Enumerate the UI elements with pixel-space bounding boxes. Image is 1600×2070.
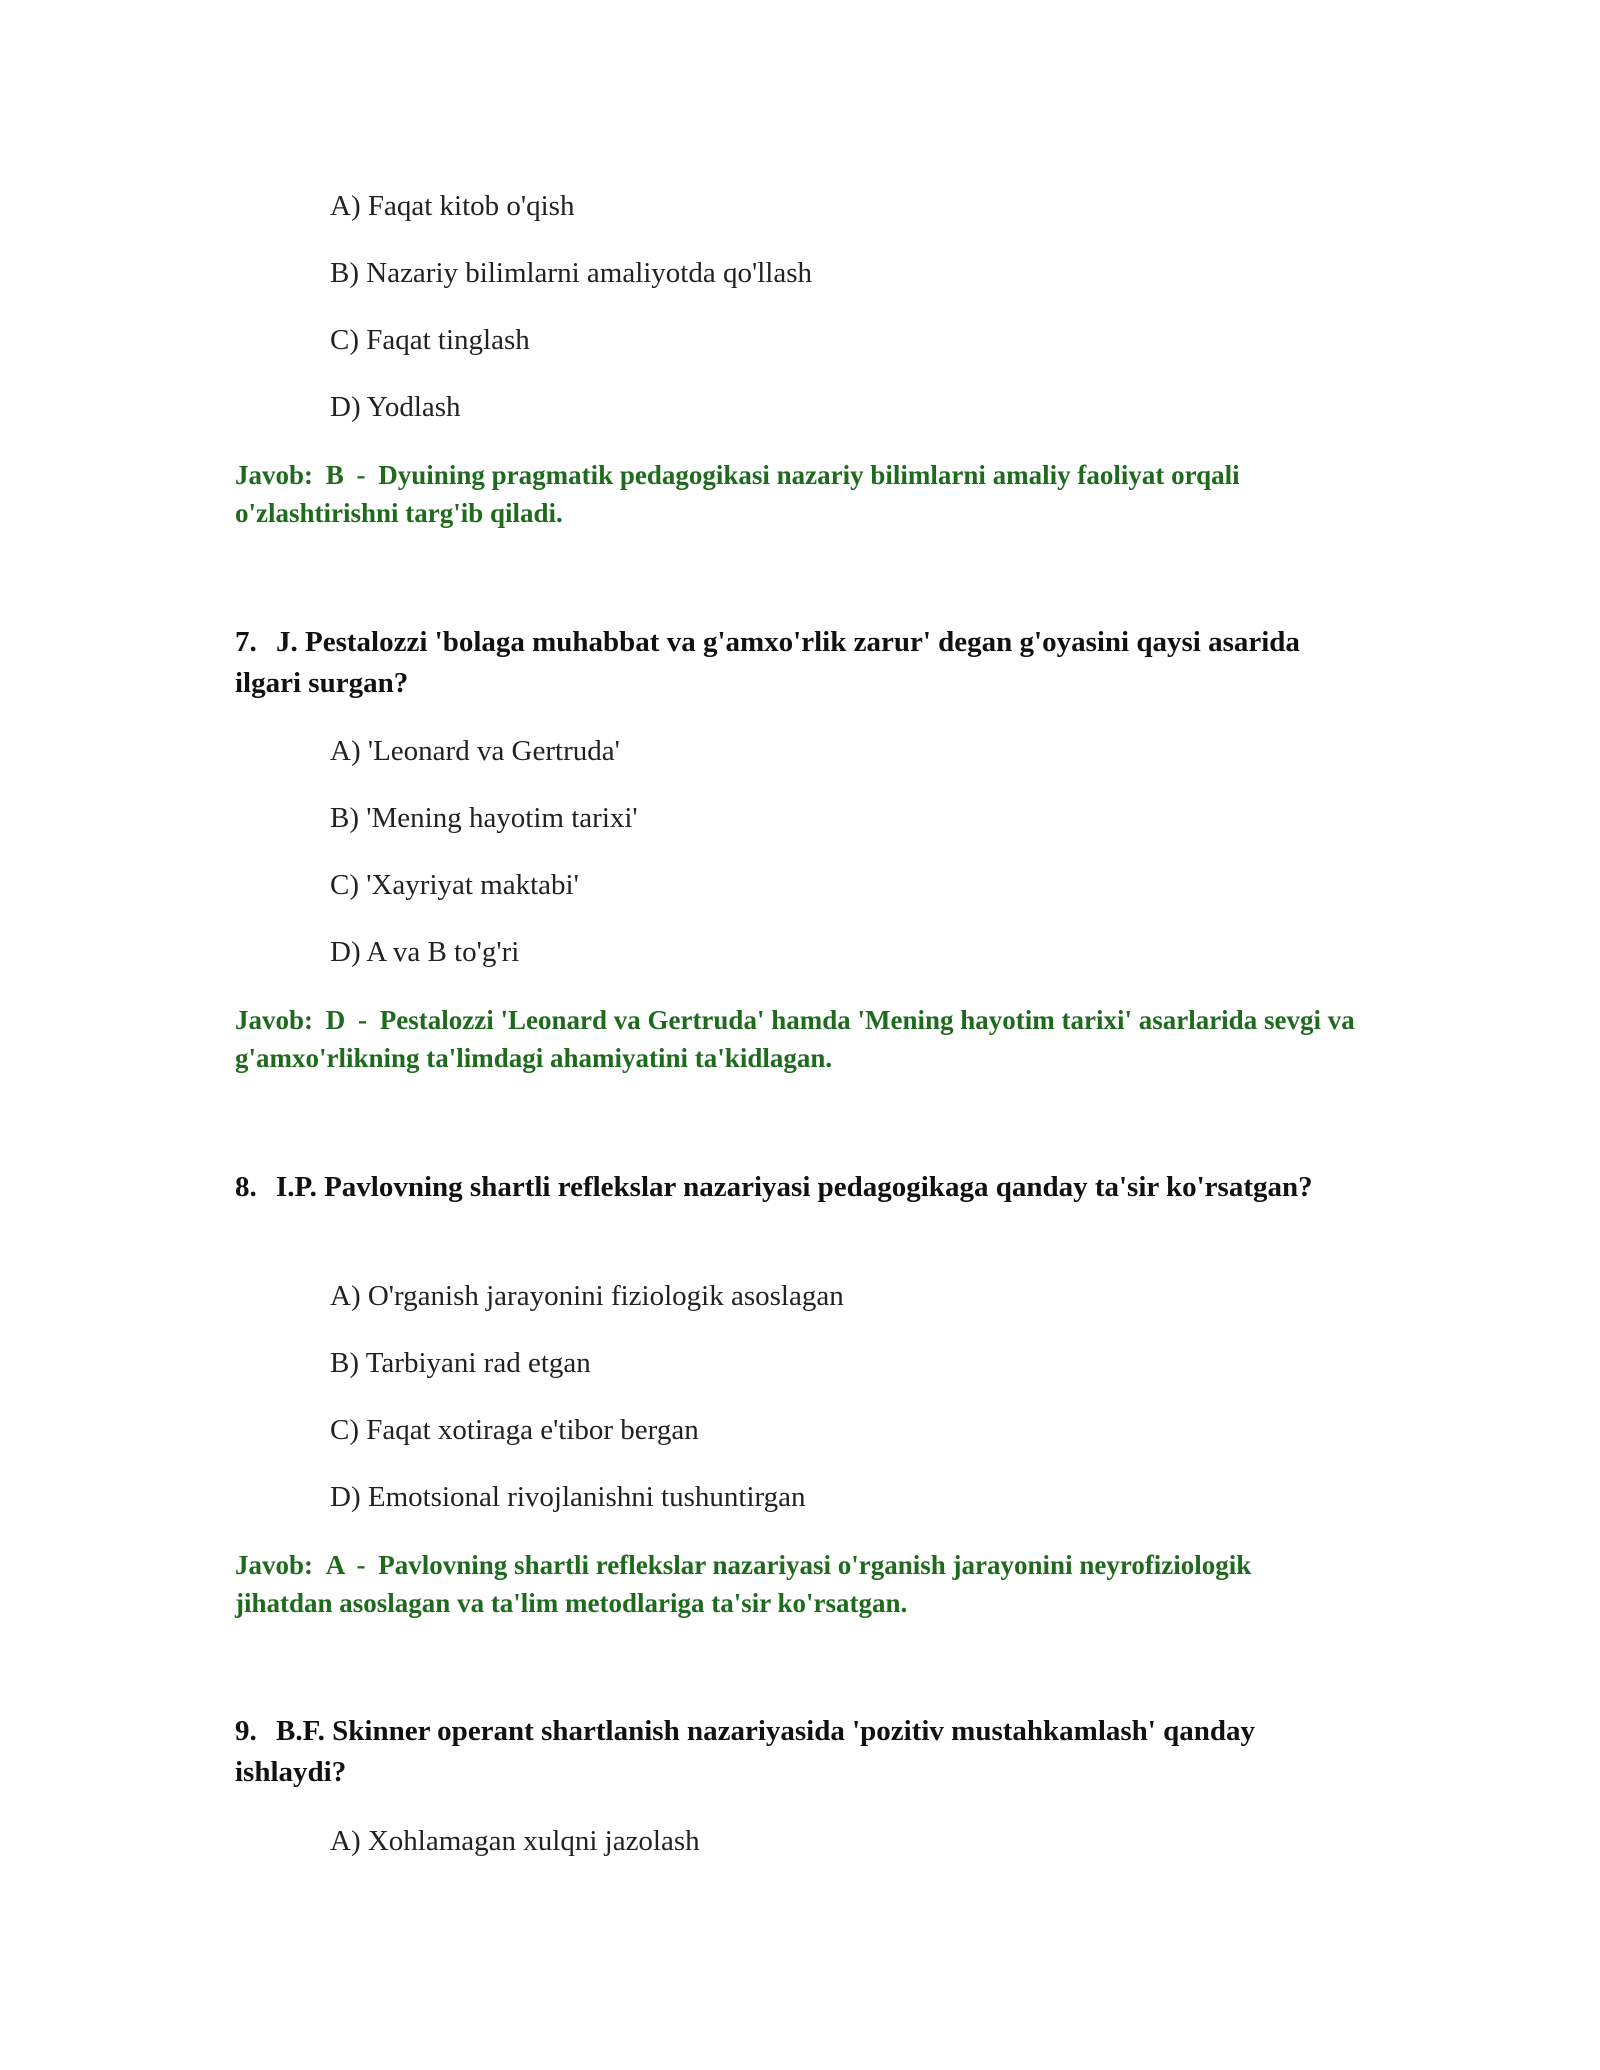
answer-separator: - [356,460,366,490]
option-d: D) A va B to'g'ri [330,936,520,968]
option-c: C) Faqat xotiraga e'tibor bergan [330,1414,699,1446]
answer-block [235,1546,1355,1622]
question-number: 9. [235,1715,257,1747]
answer-letter: D [325,1005,346,1035]
option-a: A) O'rganish jarayonini fiziologik asoslagan [330,1280,844,1312]
answer-explanation: Pestalozzi 'Leonard va Gertruda' hamda 'Mening hayotim tarixi' asarlarida sevgi va g'amxo'rlikning ta'limdagi ahamiyatini ta'kidlagan. [235,1005,1355,1073]
option-c: C) Faqat tinglash [330,324,530,356]
answer-explanation: Pavlovning shartli reflekslar nazariyasi o'rganish jarayonini neyrofiziologik jihatdan asoslagan va ta'lim metodlariga ta'sir ko'rsatgan. [235,1550,1252,1618]
question-7 [235,622,1355,704]
answer-block [235,456,1355,532]
question-number: 8. [235,1171,257,1203]
question-text: J. Pestalozzi 'bolaga muhabbat va g'amxo'rlik zarur' degan g'oyasini qaysi asarida ilgari surgan? [235,626,1300,699]
answer-explanation: Dyuining pragmatik pedagogikasi nazariy bilimlarni amaliy faoliyat orqali o'zlashtirishni targ'ib qiladi. [235,460,1240,528]
question-text: B.F. Skinner operant shartlanish nazariyasida 'pozitiv mustahkamlash' qanday ishlaydi? [235,1715,1255,1788]
option-d: D) Emotsional rivojlanishni tushuntirgan [330,1481,806,1513]
answer-letter: B [325,460,344,490]
answer-separator: - [358,1005,368,1035]
answer-block [235,1001,1355,1077]
answer-letter: A [325,1550,344,1580]
answer-label: Javob: [235,460,314,490]
option-c: C) 'Xayriyat maktabi' [330,869,579,901]
answer-label: Javob: [235,1550,314,1580]
option-d: D) Yodlash [330,391,461,423]
option-b: B) 'Mening hayotim tarixi' [330,802,638,834]
question-8 [235,1167,1355,1208]
option-b: B) Tarbiyani rad etgan [330,1347,591,1379]
option-a: A) Faqat kitob o'qish [330,190,575,222]
question-9 [235,1711,1355,1793]
answer-separator: - [356,1550,366,1580]
question-text: I.P. Pavlovning shartli reflekslar nazariyasi pedagogikaga qanday ta'sir ko'rsatgan? [276,1171,1313,1203]
question-number: 7. [235,626,257,658]
answer-label: Javob: [235,1005,314,1035]
option-a: A) 'Leonard va Gertruda' [330,735,620,767]
option-a: A) Xohlamagan xulqni jazolash [330,1825,700,1857]
option-b: B) Nazariy bilimlarni amaliyotda qo'llash [330,257,812,289]
